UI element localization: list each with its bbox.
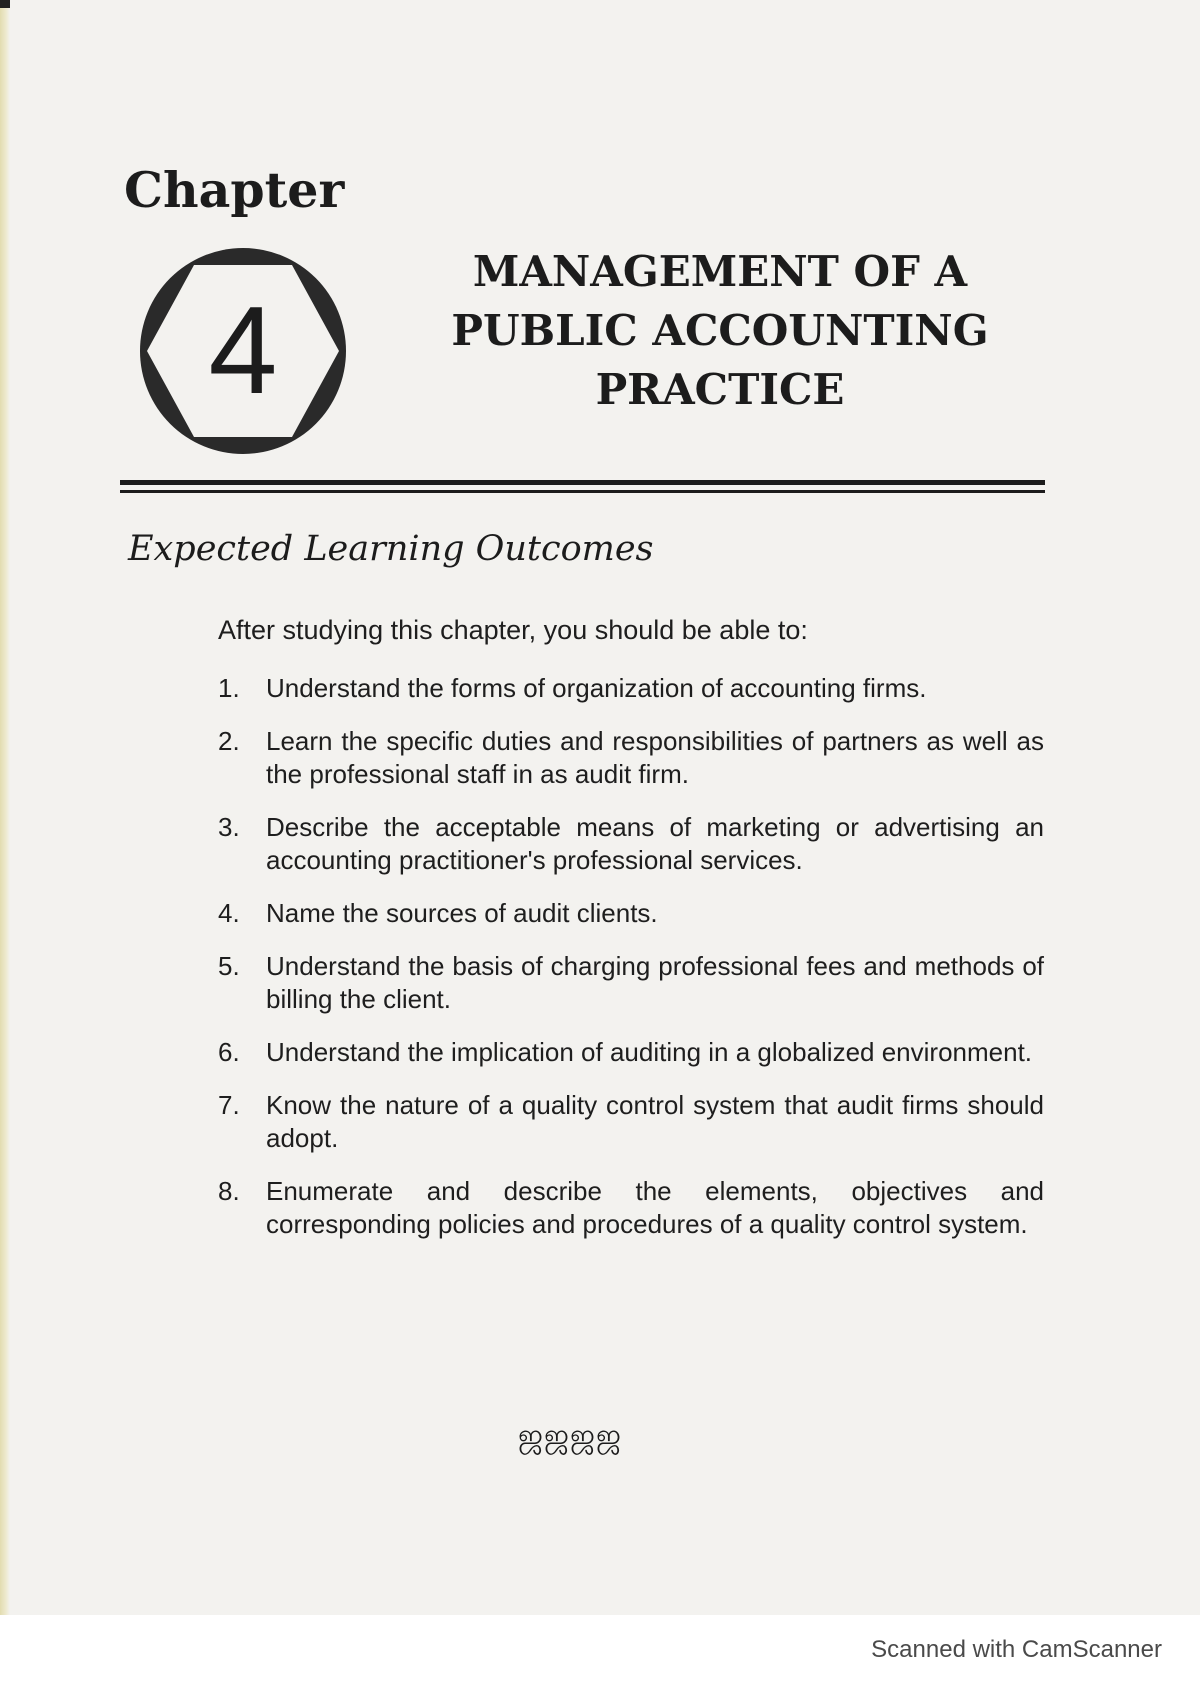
title-divider-thick: [120, 480, 1045, 485]
outcome-number: 4.: [218, 898, 240, 928]
scanner-watermark: Scanned with CamScanner: [871, 1636, 1162, 1663]
section-heading: Expected Learning Outcomes: [128, 529, 654, 569]
title-divider-thin: [120, 490, 1045, 493]
chapter-label: Chapter: [124, 161, 345, 219]
ornament-divider: ஜஜஜஜ: [518, 1418, 623, 1453]
page-binding-edge: [0, 0, 10, 1615]
chapter-title: MANAGEMENT OF A PUBLIC ACCOUNTING PRACTICE: [451, 247, 989, 414]
outcome-number: 1.: [218, 673, 240, 703]
outcome-text: Enumerate and describe the elements, objectives and corresponding policies and procedures of a quality control system.: [266, 1176, 1044, 1239]
outcome-number: 6.: [218, 1037, 240, 1067]
outcome-text: Know the nature of a quality control system that audit firms should adopt.: [266, 1090, 1044, 1153]
outcome-number: 8.: [218, 1176, 240, 1206]
outcome-text: Understand the implication of auditing in a globalized environment.: [266, 1037, 1033, 1067]
outcome-number: 3.: [218, 812, 240, 842]
chapter-number: 4: [208, 282, 278, 420]
outcome-text: Understand the basis of charging professional fees and methods of billing the client.: [266, 951, 1044, 1014]
outcome-item: [218, 725, 1044, 791]
section-intro: After studying this chapter, you should be able to:: [218, 615, 808, 645]
chapter-number-badge: [128, 236, 358, 466]
learning-outcomes-list: [218, 672, 1044, 1261]
outcome-item: [218, 897, 1044, 930]
outcome-item: [218, 811, 1044, 877]
outcome-item: [218, 1089, 1044, 1155]
outcome-number: 7.: [218, 1090, 240, 1120]
outcome-number: 2.: [218, 726, 240, 756]
outcome-text: Learn the specific duties and responsibilities of partners as well as the professional staff in as audit firm.: [266, 726, 1044, 789]
outcome-text: Name the sources of audit clients.: [266, 898, 658, 928]
outcome-item: [218, 672, 1044, 705]
outcome-item: [218, 1175, 1044, 1241]
outcome-number: 5.: [218, 951, 240, 981]
outcome-item: [218, 950, 1044, 1016]
outcome-text: Understand the forms of organization of accounting firms.: [266, 673, 927, 703]
corner-mark: [0, 0, 10, 8]
outcome-item: [218, 1036, 1044, 1069]
outcome-text: Describe the acceptable means of marketing or advertising an accounting practitioner's professional services.: [266, 812, 1044, 875]
